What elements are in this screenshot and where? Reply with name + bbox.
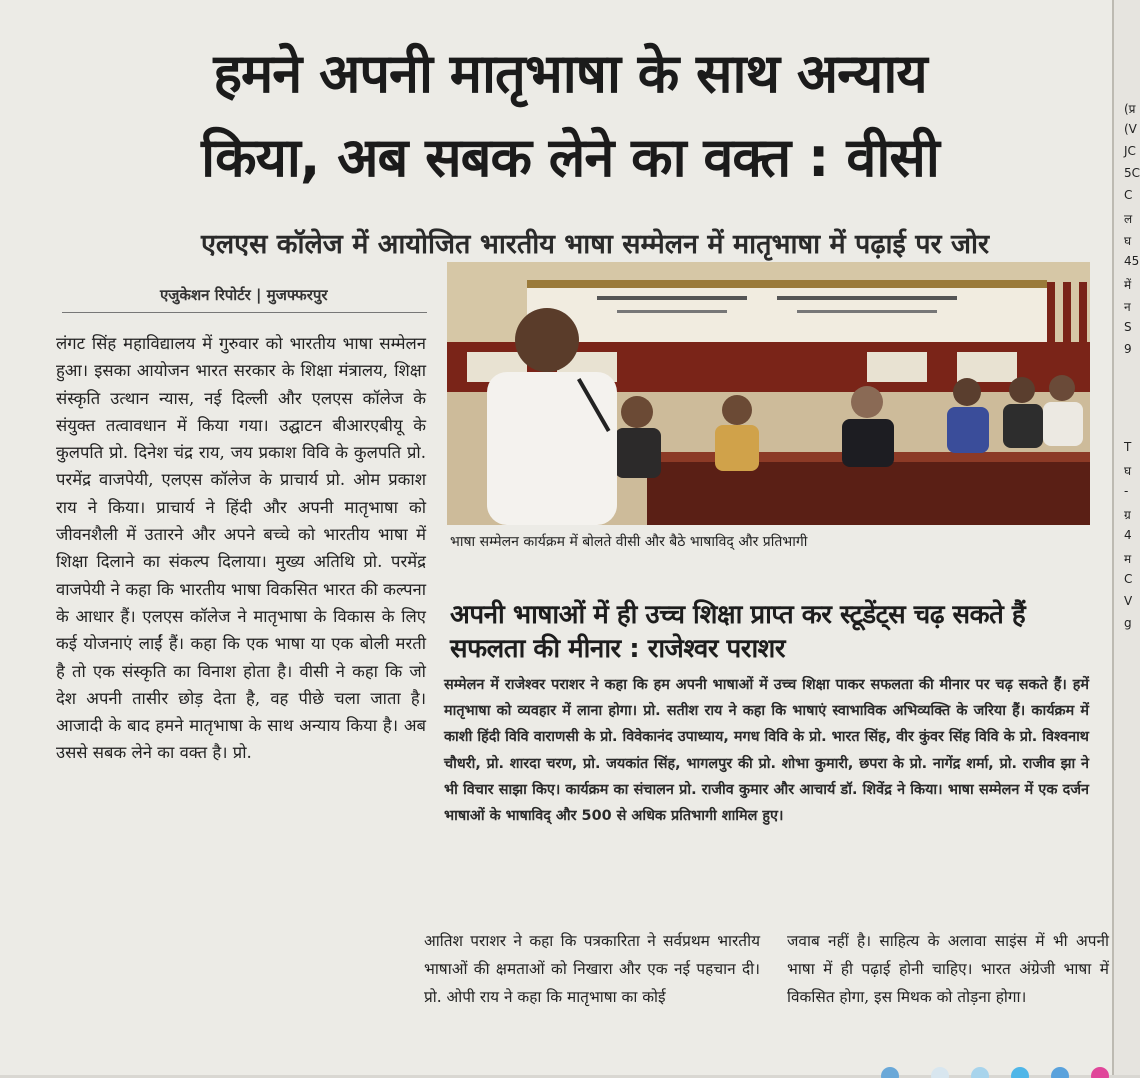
edge-fragment: में xyxy=(1124,278,1132,292)
byline-divider xyxy=(62,312,427,313)
sidebar-story-title: अपनी भाषाओं में ही उच्च शिक्षा प्राप्त कर स्टूडेंट्स चढ़ सकते हैं सफलता की मीनार : राजेश्वर पराशर xyxy=(450,600,1026,664)
edge-fragment: g xyxy=(1124,616,1132,630)
adjacent-page-edge xyxy=(1114,0,1140,1075)
edge-fragment: (प्र xyxy=(1124,102,1136,116)
edge-fragment: न xyxy=(1124,300,1131,314)
edge-fragment: - xyxy=(1124,484,1129,498)
article-body-right-column: जवाब नहीं है। साहित्य के अलावा साइंस में भी अपनी भाषा में ही पढ़ाई होनी चाहिए। भारत अंग्रेजी भाषा में विकसित होगा, इस मिथक को तोड़ना होगा। xyxy=(787,932,1109,1006)
photo-caption: भाषा सम्मेलन कार्यक्रम में बोलते वीसी और बैठे भाषाविद् और प्रतिभागी xyxy=(450,534,808,550)
headline-line-1: हमने अपनी मातृभाषा के साथ अन्याय xyxy=(213,42,927,105)
edge-fragment: C xyxy=(1124,188,1133,202)
edge-fragment: 9 xyxy=(1124,342,1132,356)
edge-fragment: 5C xyxy=(1124,166,1140,180)
event-photo xyxy=(447,262,1090,525)
edge-fragment: (V xyxy=(1124,122,1137,136)
edge-fragment: 4 xyxy=(1124,528,1132,542)
edge-fragment: V xyxy=(1124,594,1133,608)
edge-fragment: घ xyxy=(1124,464,1132,478)
edge-fragment: घ xyxy=(1124,234,1132,248)
edge-fragment: म xyxy=(1124,552,1132,566)
headline-line-2: किया, अब सबक लेने का वक्त : वीसी xyxy=(201,126,939,189)
byline: एजुकेशन रिपोर्टर | मुजफ्फरपुर xyxy=(160,286,328,304)
article-body-middle-column: आतिश पराशर ने कहा कि पत्रकारिता ने सर्वप्रथम भारतीय भाषाओं की क्षमताओं को निखारा और एक नई पहचान दी। प्रो. ओपी राय ने कहा कि मातृभाषा का कोई xyxy=(424,932,760,1006)
color-registration-marks xyxy=(880,1058,1120,1078)
edge-fragment: ग्र xyxy=(1124,508,1131,522)
edge-fragment: T xyxy=(1124,440,1132,454)
edge-fragment: ल xyxy=(1124,212,1133,226)
sidebar-story-body: सम्मेलन में राजेश्वर पराशर ने कहा कि हम अपनी भाषाओं में उच्च शिक्षा पाकर सफलता की मीनार पर चढ़ सकते हैं। हमें मातृभाषा को व्यवहार में लाना होगा। प्रो. सतीश राय ने कहा कि भाषाएं स्वाभाविक अभिव्यक्ति के जरिया हैं। कार्यक्रम में काशी हिंदी विवि वाराणसी के प्रो. विवेकानंद उपाध्याय, मगध विवि के प्रो. भारत सिंह, वीर कुंवर सिंह विवि के प्रो. विश्वनाथ चौधरी, प्रो. शारदा चरण, प्रो. जयकांत सिंह, भागलपुर की प्रो. शोभा कुमारी, छपरा के प्रो. नागेंद्र शर्मा, प्रो. राजीव झा ने भी विचार साझा किए। कार्यक्रम का संचालन प्रो. राजीव कुमार और आचार्य डॉ. शिवेंद्र ने किया। भाषा सम्मेलन में एक दर्जन भाषाओं के भाषाविद् और 500 से अधिक प्रतिभागी शामिल हुए। xyxy=(444,677,1089,825)
event-photo-illustration xyxy=(447,262,1090,525)
edge-fragment: JC xyxy=(1124,144,1136,158)
article-body-left-column: लंगट सिंह महाविद्यालय में गुरुवार को भारतीय भाषा सम्मेलन हुआ। इसका आयोजन भारत सरकार के शिक्षा मंत्रालय, शिक्षा संस्कृति उत्थान न्यास, नई दिल्ली और एलएस कॉलेज के संयुक्त तत्वावधान में किया गया। उद्घाटन बीआरएबीयू के कुलपति प्रो. दिनेश चंद्र राय, जय प्रकाश विवि के कुलपति प्रो. परमेंद्र वाजपेयी, एलएस कॉलेज के प्राचार्य प्रो. ओम प्रकाश राय ने किया। प्राचार्य ने हिंदी और अपनी मातृभाषा को जीवनशैली में उतारने और अपने बच्चे को भारतीय भाषा में शिक्षा दिलाने का संकल्प दिलाया। मुख्य अतिथि प्रो. परमेंद्र वाजपेयी ने कहा कि भारतीय भाषा विकसित भारत की कल्पना के आधार हैं। एलएस कॉलेज ने मातृभाषा के विकास के लिए कई योजनाएं लाईं हैं। कहा कि एक भाषा या एक बोली मरती है तो एक संस्कृति का विनाश होता है। वीसी ने कहा कि जो देश अपनी तासीर छोड़ देता है, वह पीछे चला जाता है। आजादी के बाद हमने मातृभाषा के साथ अन्याय किया है। अब उससे सबक लेने का वक्त है। प्रो. xyxy=(56,334,426,763)
edge-fragment: 45 xyxy=(1124,254,1140,268)
edge-fragment: C xyxy=(1124,572,1133,586)
edge-fragment: S xyxy=(1124,320,1132,334)
subheadline: एलएस कॉलेज में आयोजित भारतीय भाषा सम्मेलन में मातृभाषा में पढ़ाई पर जोर xyxy=(200,229,990,260)
